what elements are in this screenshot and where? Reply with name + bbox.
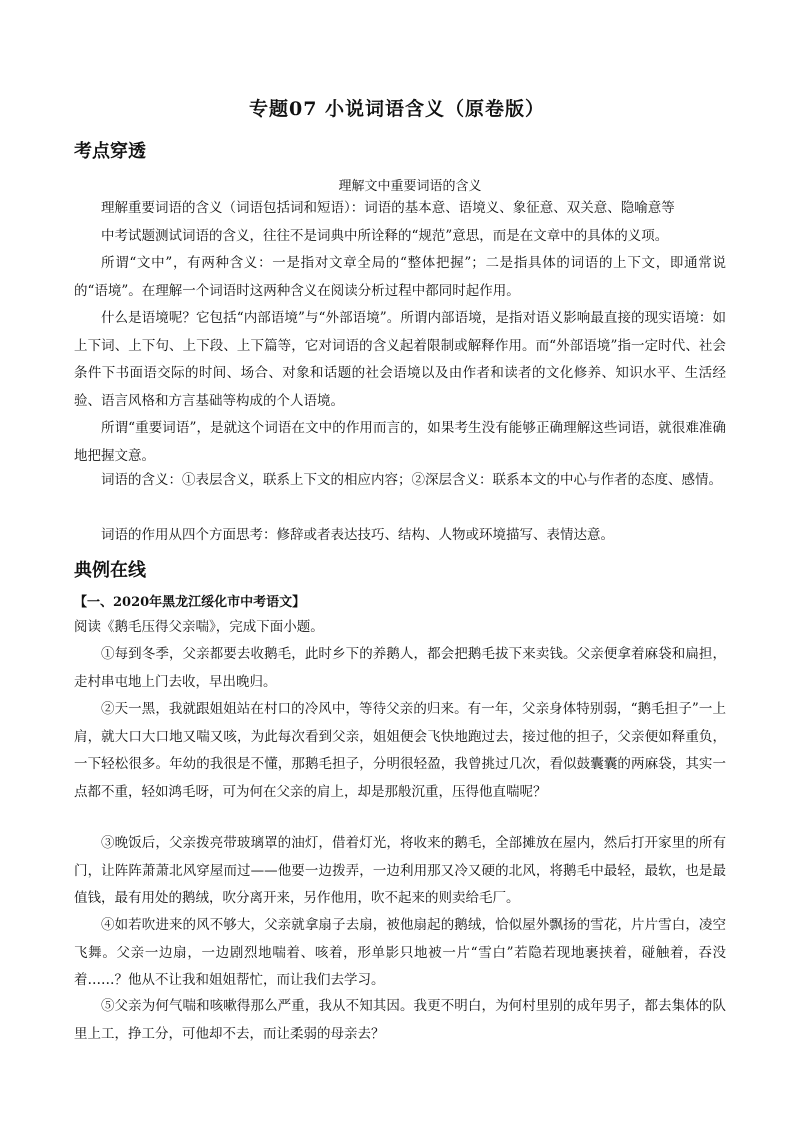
- story-paragraph-2: ②天一黑，我就跟姐姐站在村口的冷风中，等待父亲的归来。有一年，父亲身体特别弱，“鹅毛担子”一上肩，就大口大口地又喘又咳，为此每次看到父亲，姐姐便会飞快地跑过去，接过他的担子，父亲便如释重负，一下轻松很多。年幼的我很是不懂，那鹅毛担子，分明很轻盈，我曾挑过几次，看似鼓囊囊的两麻袋，其实一点都不重，轻如鸿毛呀，可为何在父亲的肩上，却是那般沉重，压得他直喘呢？: [74, 701, 726, 800]
- page-title: 专题07 小说词语含义（原卷版）: [248, 98, 546, 120]
- section-heading-dianli: 典例在线: [74, 560, 146, 581]
- reading-instruction: 阅读《鹅毛压得父亲喘》，完成下面小题。: [74, 619, 324, 635]
- story-paragraph-4: ④如若吹进来的风不够大，父亲就拿扇子去扇，被他扇起的鹅绒，恰似屋外飘扬的雪花，片片雪白，凌空飞舞。父亲一边扇，一边剧烈地喘着、咳着，形单影只地被一片“雪白”若隐若现地裹挟着，碰触着，吞没着……？他从不让我和姐姐帮忙，而让我们去学习。: [74, 917, 726, 988]
- intro-paragraph-6: 词语的含义：①表层含义，联系上下文的相应内容；②深层含义：联系本文的中心与作者的态度、感情。: [101, 472, 722, 488]
- story-paragraph-3: ③晚饭后，父亲拨亮带玻璃罩的油灯，借着灯光，将收来的鹅毛，全部摊放在屋内，然后打开家里的所有门，让阵阵萧萧北风穿屋而过——他要一边拨弄，一边利用那又冷又硬的北风，将鹅毛中最轻，最软，也是最值钱，最有用处的鹅绒，吹分离开来，另作他用，吹不起来的则卖给毛厂。: [74, 835, 726, 906]
- intro-paragraph-7: 词语的作用从四个方面思考：修辞或者表达技巧、结构、人物或环境描写、表情达意。: [101, 527, 614, 543]
- story-paragraph-5: ⑤父亲为何气喘和咳嗽得那么严重，我从不知其因。我更不明白，为何村里别的成年男子，都去集体的队里上工，挣工分，可他却不去，而让柔弱的母亲去？: [74, 998, 726, 1042]
- intro-paragraph-2: 中考试题测试词语的含义，往往不是词典中所诠释的“规范”意思，而是在文章中的具体的义项。: [101, 228, 669, 244]
- subheading: 理解文中重要词语的含义: [338, 179, 482, 194]
- intro-paragraph-5: 所谓“重要词语”，是就这个词语在文中的作用而言的，如果考生没有能够正确理解这些词语，就很难准确地把握文意。: [74, 420, 726, 464]
- story-paragraph-1: ①每到冬季，父亲都要去收鹅毛，此时乡下的养鹅人，都会把鹅毛拔下来卖钱。父亲便拿着麻袋和扁担，走村串屯地上门去收，早出晚归。: [74, 646, 726, 690]
- section-heading-kaodian: 考点穿透: [74, 141, 146, 162]
- intro-paragraph-4: 什么是语境呢？它包括“内部语境”与“外部语境”。所谓内部语境，是指对语义影响最直接的现实语境：如上下词、上下句、上下段、上下篇等，它对词语的含义起着限制或解释作用。而“外部语境”指一定时代、社会条件下书面语交际的时间、场合、对象和话题的社会语境以及由作者和读者的文化修养、知识水平、生活经验、语言风格和方言基础等构成的个人语境。: [74, 310, 726, 409]
- intro-paragraph-1: 理解重要词语的含义（词语包括词和短语）：词语的基本意、语境义、象征意、双关意、隐喻意等: [101, 200, 675, 216]
- example-heading: 【一、2020年黑龙江绥化市中考语文】: [74, 595, 306, 610]
- intro-paragraph-3: 所谓“文中”，有两种含义：一是指对文章全局的“整体把握”；二是指具体的词语的上下文，即通常说的“语境”。在理解一个词语时这两种含义在阅读分析过程中都同时起作用。: [74, 255, 726, 299]
